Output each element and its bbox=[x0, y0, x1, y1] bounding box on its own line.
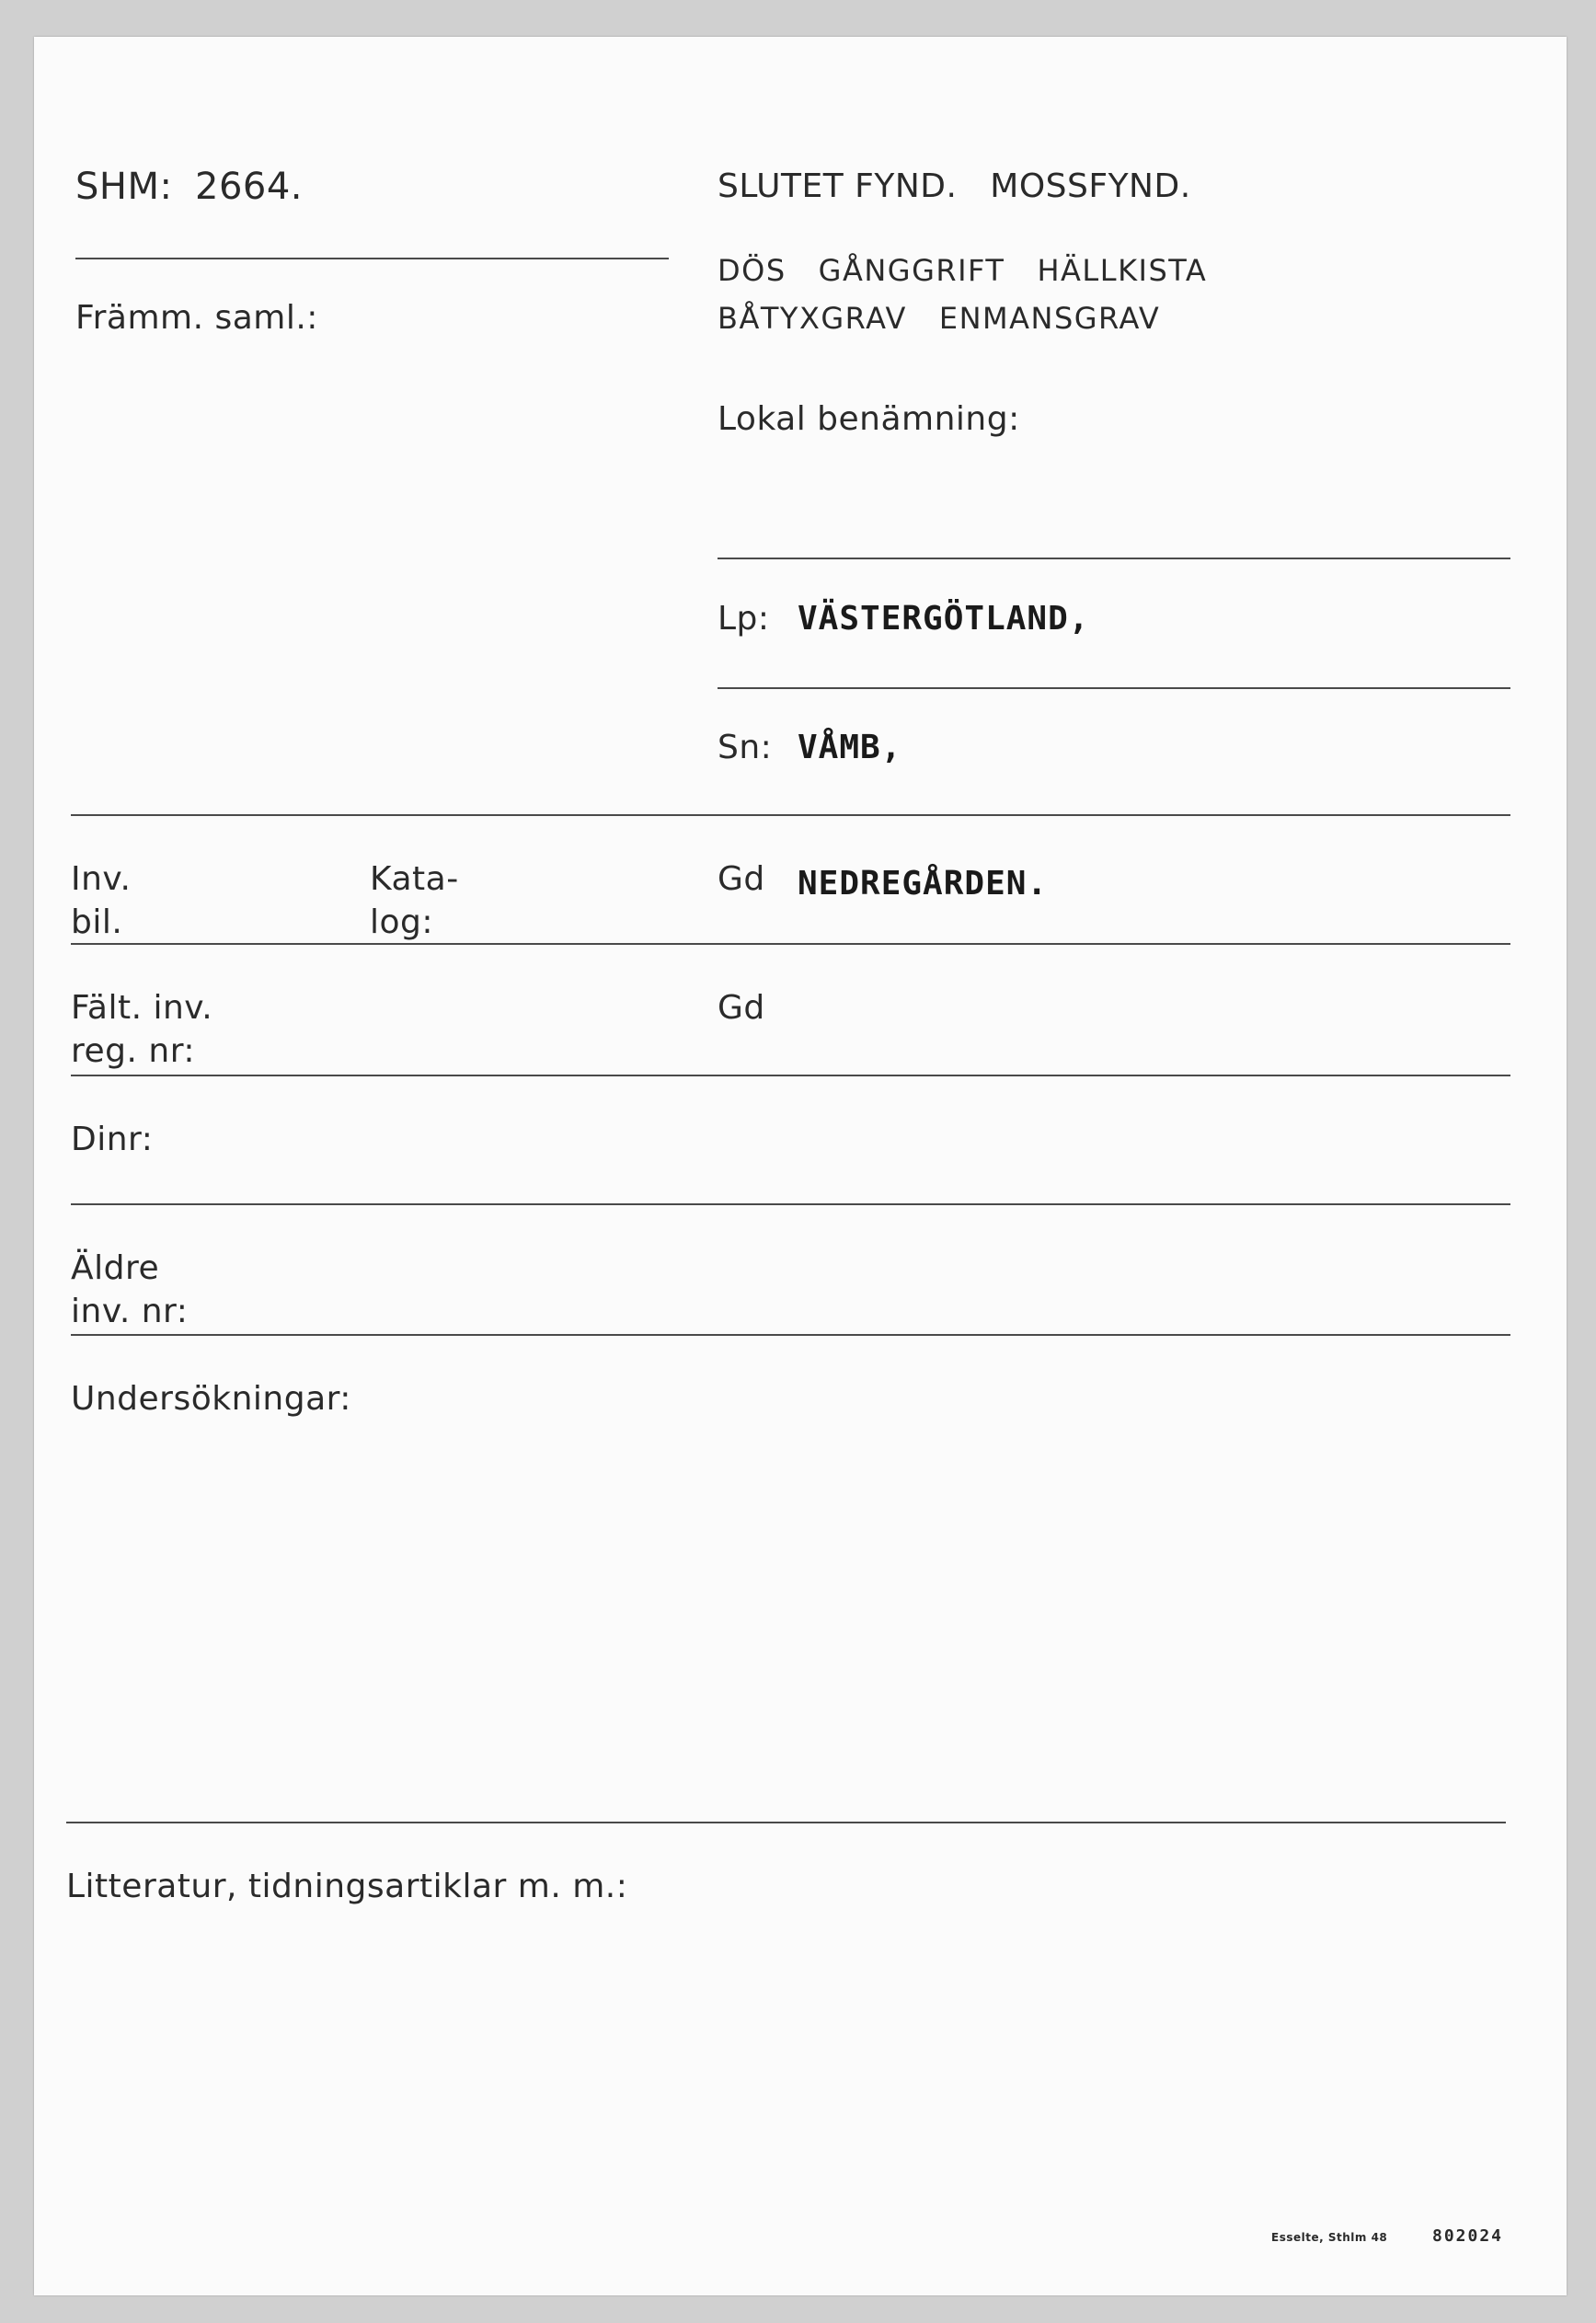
gd-label: Gd bbox=[718, 860, 765, 898]
bil-label: bil. bbox=[71, 903, 123, 941]
divider-line bbox=[71, 1334, 1510, 1336]
grave-types-line-1: DÖS GÅNGGRIFT HÄLLKISTA bbox=[718, 253, 1208, 288]
sn-value: VÅMB, bbox=[798, 729, 902, 766]
find-type-heading: SLUTET FYND. MOSSFYND. bbox=[718, 167, 1191, 205]
falt-inv-label: Fält. inv. bbox=[71, 989, 213, 1027]
gd-label-2: Gd bbox=[718, 989, 765, 1027]
litteratur-label: Litteratur, tidningsartiklar m. m.: bbox=[66, 1868, 628, 1905]
divider-line bbox=[71, 943, 1510, 945]
aldre-inv-nr-label: inv. nr: bbox=[71, 1293, 189, 1330]
lp-value: VÄSTERGÖTLAND, bbox=[798, 600, 1090, 638]
printer-imprint: Esselte, Sthlm 48 bbox=[1271, 2231, 1388, 2244]
reg-nr-label: reg. nr: bbox=[71, 1032, 196, 1070]
divider-line bbox=[75, 258, 669, 259]
gd-value: NEDREGÅRDEN. bbox=[798, 865, 1049, 903]
dinr-label: Dinr: bbox=[71, 1121, 154, 1158]
divider-line bbox=[71, 1075, 1510, 1076]
grave-types-line-2: BÅTYXGRAV ENMANSGRAV bbox=[718, 301, 1161, 336]
divider-line bbox=[66, 1822, 1506, 1823]
log-label: log: bbox=[370, 903, 434, 941]
katalog-label: Kata- bbox=[370, 860, 459, 898]
catalog-card bbox=[34, 37, 1567, 2295]
shm-label: SHM: bbox=[75, 166, 173, 208]
divider-line bbox=[718, 687, 1510, 689]
divider-line bbox=[71, 814, 1510, 816]
form-number: 802024 bbox=[1432, 2226, 1504, 2246]
inv-label: Inv. bbox=[71, 860, 132, 898]
foreign-collection-label: Främm. saml.: bbox=[75, 299, 318, 337]
shm-number: 2664. bbox=[195, 166, 304, 208]
sn-label: Sn: bbox=[718, 729, 773, 766]
local-name-label: Lokal benämning: bbox=[718, 400, 1020, 438]
divider-line bbox=[71, 1203, 1510, 1205]
lp-label: Lp: bbox=[718, 600, 770, 638]
undersokningar-label: Undersökningar: bbox=[71, 1380, 351, 1418]
aldre-label: Äldre bbox=[71, 1249, 160, 1287]
divider-line bbox=[718, 558, 1510, 559]
